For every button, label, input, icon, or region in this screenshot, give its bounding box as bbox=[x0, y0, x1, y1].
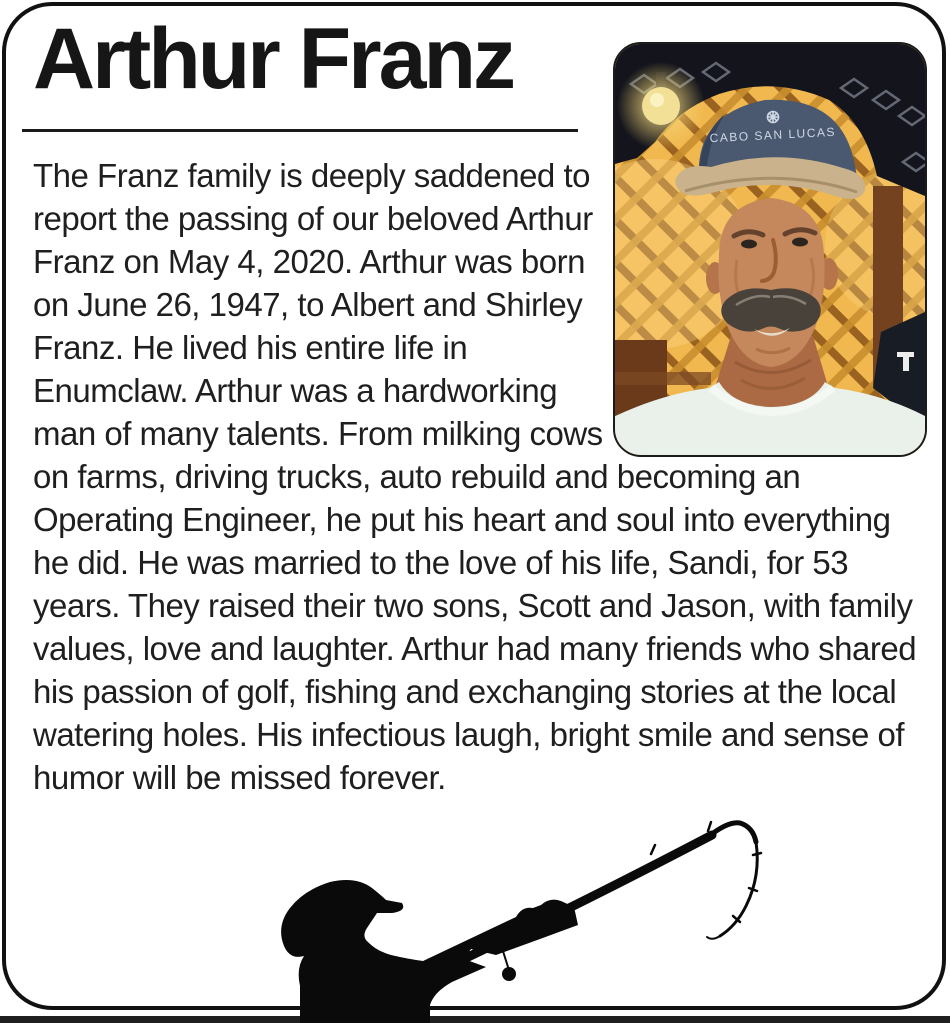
obituary-text: The Franz family is deeply saddened to report the passing of our beloved Arthur Franz on May 4, 2020. Arthur was born on June 26, 1947, to Albert and Shirley Franz. He lived his entire life in Enumclaw. Arthur was a hardworking man of many talents. From milking cows on farms, driving trucks, auto rebuild and becoming an Operating Engineer, he put his heart and soul into everything he did. He was married to the love of his life, Sandi, for 53 years. They raised their two sons, Scott and Jason, with family values, love and laughter. Arthur had many friends who shared his passion of golf, fishing and exchanging stories at the local watering holes. His infectious laugh, bright smile and sense of humor will be missed forever. bbox=[33, 157, 917, 796]
obituary-body bbox=[33, 154, 919, 799]
fishing-rod-mid bbox=[708, 823, 756, 842]
fishing-rod-shaft bbox=[468, 835, 712, 957]
photo-float-spacer bbox=[607, 154, 919, 450]
light-bulb bbox=[642, 87, 680, 125]
fisherman-body bbox=[281, 880, 578, 1023]
fisherman-silhouette bbox=[278, 806, 800, 1023]
ship-wheel-logo bbox=[767, 111, 779, 123]
fishing-reel bbox=[502, 967, 516, 981]
cap-text: CABO SAN LUCAS bbox=[709, 124, 837, 146]
title-underline bbox=[22, 129, 578, 132]
obituary-title: Arthur Franz bbox=[33, 11, 513, 107]
fishing-rod-tip-hook bbox=[707, 936, 720, 939]
bulb-highlight bbox=[650, 93, 664, 107]
